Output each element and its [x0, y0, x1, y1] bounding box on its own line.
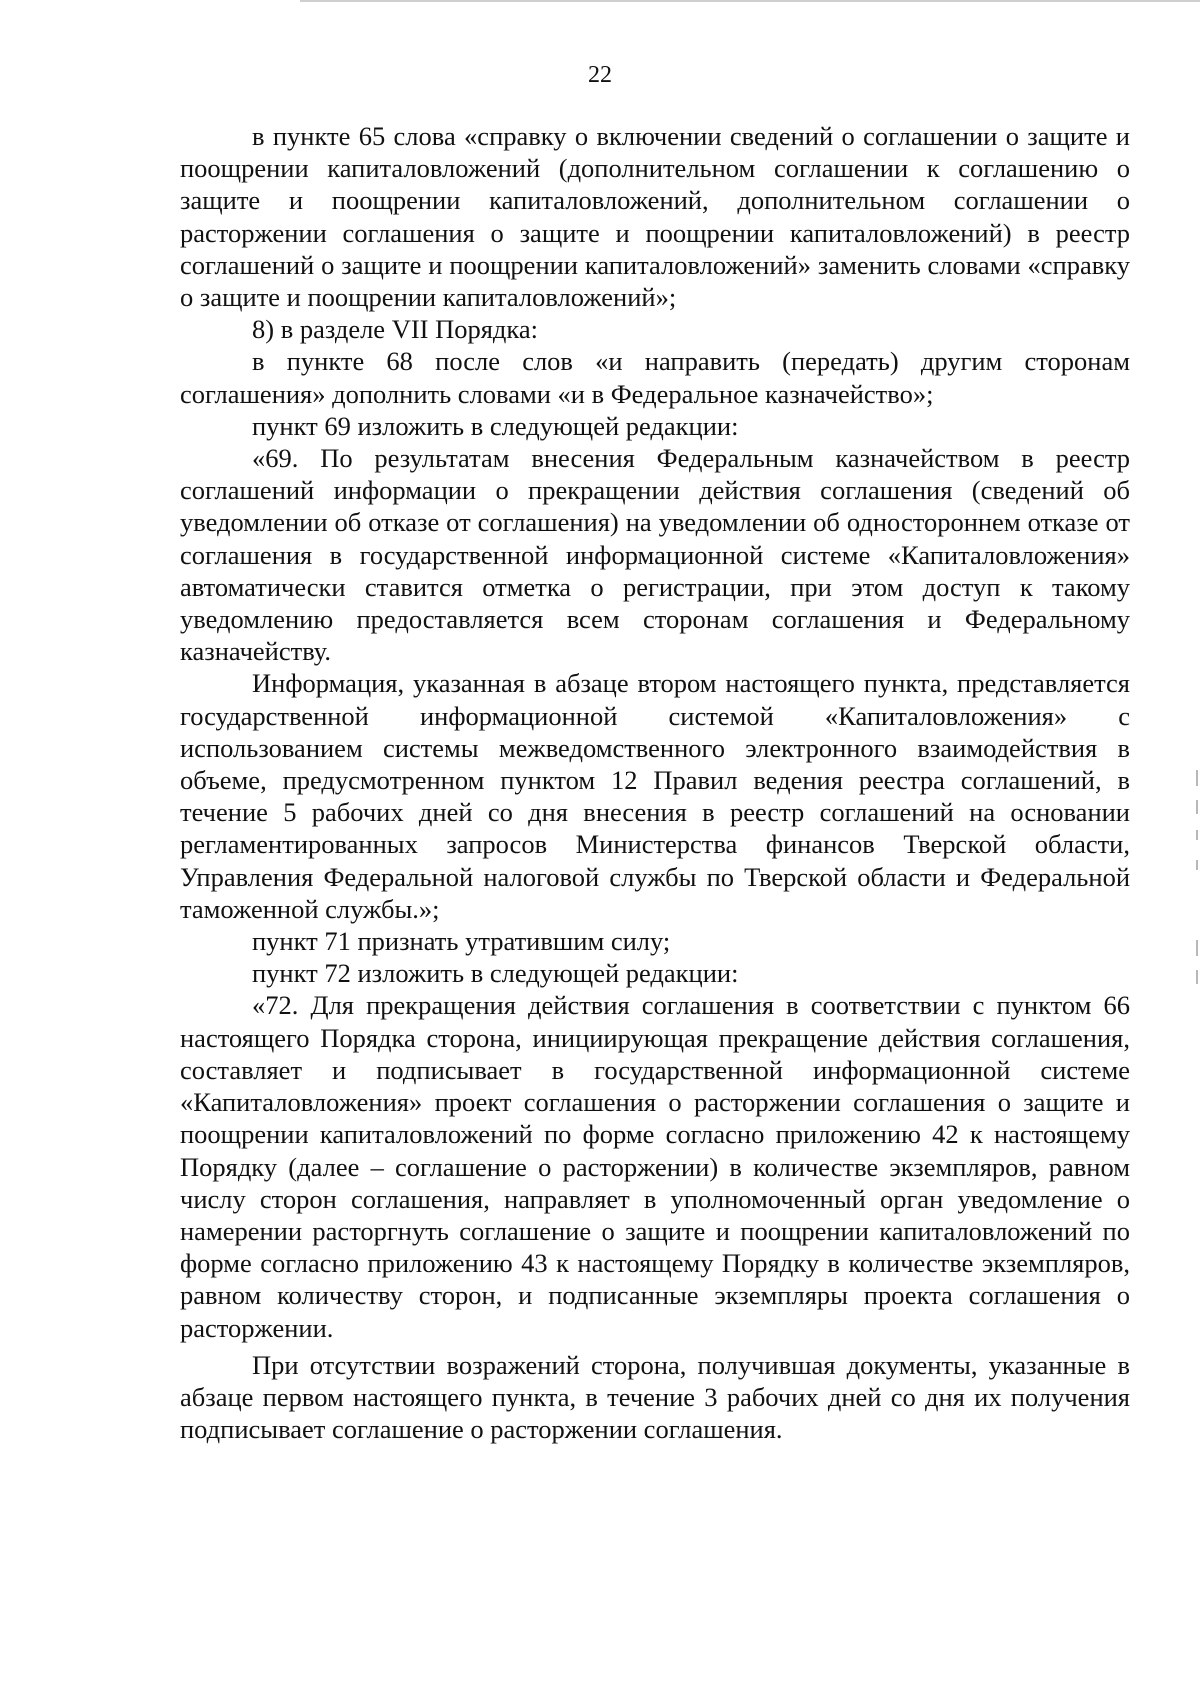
scan-mark: [1196, 860, 1198, 870]
paragraph-item-72-text: «72. Для прекращения действия соглашения в соответствии с пунктом 66 настоящего Порядка сторона, инициирующая прекращение действия соглашения, составляет и подписывает в государственной информационной системе «Капиталовложения» проект соглашения о расторжении соглашения о защите и поощрении капиталовложений по форме согласно приложению 42 к настоящему Порядку (далее – соглашение о расторжении) в количестве экземпляров, равном числу сторон соглашения, направляет в уполномоченный орган уведомление о намерении расторгнуть соглашение о защите и поощрении капиталовложений по форме согласно приложению 43 к настоящему Порядку в количестве экземпляров, равном количеству сторон, и подписанные экземпляры проекта соглашения о расторжении.: [180, 990, 1130, 1343]
scan-mark: [1196, 770, 1198, 786]
paragraph-item-68: в пункте 68 после слов «и направить (передать) другим сторонам соглашения» дополнить словами «и в Федеральное казначейство»;: [180, 346, 1130, 409]
scan-edge: [300, 0, 1200, 2]
paragraph-item-65: в пункте 65 слова «справку о включении сведений о соглашении о защите и поощрении капиталовложений (дополнительном соглашении к соглашению о защите и поощрении капиталовложений, дополнительном соглашении о расторжении соглашения о защите и поощрении капиталовложений) в реестр соглашений о защите и поощрении капиталовложений» заменить словами «справку о защите и поощрении капиталовложений»;: [180, 121, 1130, 313]
scan-mark: [1196, 830, 1198, 840]
scan-mark: [1196, 800, 1198, 814]
page-number: 22: [588, 62, 612, 88]
document-body: [180, 120, 1130, 1445]
scan-mark: [1196, 940, 1198, 956]
paragraph-item-72-intro: пункт 72 изложить в следующей редакции:: [252, 958, 739, 989]
paragraph-section-7: 8) в разделе VII Порядка:: [252, 314, 539, 345]
paragraph-item-71: пункт 71 признать утратившим силу;: [252, 926, 671, 957]
paragraph-item-72-no-objection: При отсутствии возражений сторона, получившая документы, указанные в абзаце первом настоящего пункта, в течение 3 рабочих дней со дня их получения подписывает соглашение о расторжении соглашения.: [180, 1349, 1130, 1445]
scan-mark: [1196, 970, 1198, 984]
paragraph-item-69-text: «69. По результатам внесения Федеральным казначейством в реестр соглашений информации о прекращении действия соглашения (сведений об уведомлении об отказе от соглашения) на уведомлении об одностороннем отказе от соглашения в государственной информационной системе «Капиталовложения» автоматически ставится отметка о регистрации, при этом доступ к такому уведомлению предоставляется всем сторонам соглашения и Федеральному казначейству.: [180, 443, 1130, 667]
paragraph-item-69-info: Информация, указанная в абзаце втором настоящего пункта, представляется государственной информационной системой «Капиталовложения» с использованием системы межведомственного электронного взаимодействия в объеме, предусмотренном пунктом 12 Правил ведения реестра соглашений, в течение 5 рабочих дней со дня внесения в реестр соглашений на основании регламентированных запросов Министерства финансов Тверской области, Управления Федеральной налоговой службы по Тверской области и Федеральной таможенной службы.»;: [180, 668, 1130, 924]
paragraph-item-69-intro: пункт 69 изложить в следующей редакции:: [252, 410, 739, 441]
